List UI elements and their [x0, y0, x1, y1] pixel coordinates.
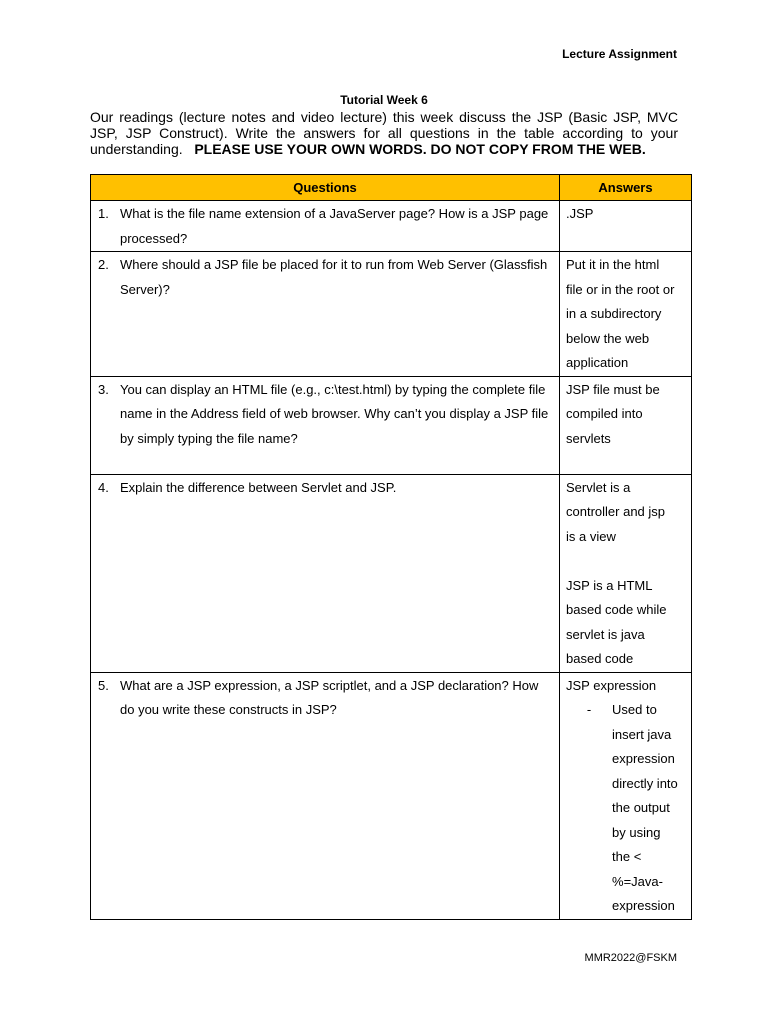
answer-line: Put it in the html [566, 257, 660, 272]
answer-line: Servlet is a [566, 479, 631, 495]
answer-line: file or in the root or [566, 281, 675, 297]
answer-line: below the web [566, 330, 650, 346]
question-number: 3. [98, 381, 109, 397]
answer-line: the < [612, 849, 642, 864]
intro-paragraph [90, 109, 678, 157]
answer-line: compiled into [566, 406, 643, 421]
table-row [91, 672, 692, 919]
intro-emphasis: PLEASE USE YOUR OWN WORDS. DO NOT COPY FROM THE WEB. [194, 141, 646, 157]
question-text: What are a JSP expression, a JSP scriptlet, and a JSP declaration? How do you write these constructs in JSP? [120, 677, 539, 717]
answer-line: expression [612, 751, 675, 766]
question-cell [91, 201, 560, 252]
answer-cell [560, 672, 692, 919]
answer-line: .JSP [566, 206, 594, 221]
answer-line: servlets [566, 430, 611, 446]
footer-label: MMR2022@FSKM [584, 952, 677, 964]
answer-line: in a subdirectory [566, 306, 662, 321]
table-header-row [91, 175, 692, 201]
answer-line: insert java [612, 726, 672, 742]
answer-cell [560, 201, 692, 252]
table-row [91, 376, 692, 474]
answers-header: Answers [560, 175, 692, 201]
answer-line: controller and jsp [566, 504, 666, 519]
answer-line: based code [566, 651, 634, 666]
table-row [91, 252, 692, 377]
answer-line: the output [612, 800, 670, 815]
questions-header: Questions [91, 175, 560, 201]
question-text: Where should a JSP file be placed for it to run from Web Server (Glassfish Server)? [120, 257, 548, 297]
question-text: Explain the difference between Servlet and JSP. [120, 479, 397, 495]
table-row [91, 201, 692, 252]
answer-line: JSP is a HTML [566, 577, 653, 593]
question-number: 1. [98, 206, 109, 221]
question-text: You can display an HTML file (e.g., c:\test.html) by typing the complete file name in the Address field of web browser. Why can’t you display a JSP file by simply typing the file name? [120, 381, 549, 446]
answer-line: is a view [566, 528, 616, 544]
qa-table [90, 174, 692, 920]
intro-text: Our readings (lecture notes and video lecture) this week discuss the JSP (Basic JSP, MVC JSP, JSP Construct). Write the answers for all questions in the table according to your understanding. [90, 109, 678, 157]
bullet-text [612, 698, 687, 919]
answer-line: based code while [566, 602, 667, 617]
question-number: 4. [98, 479, 109, 495]
question-number: 2. [98, 257, 109, 272]
answer-cell [560, 474, 692, 672]
page-title: Tutorial Week 6 [340, 93, 428, 107]
answer-line: JSP file must be [566, 381, 660, 397]
answer-line: %=Java- [612, 873, 663, 889]
question-number: 5. [98, 677, 109, 693]
answer-cell [560, 252, 692, 377]
question-cell [91, 672, 560, 919]
answer-line: Used to [612, 702, 657, 717]
bullet-dash: - [586, 702, 592, 717]
answer-bullet [566, 698, 687, 919]
answer-cell [560, 376, 692, 474]
question-cell [91, 376, 560, 474]
question-cell [91, 474, 560, 672]
table-row [91, 474, 692, 672]
answer-line: by using [612, 824, 661, 840]
answer-line: directly into [612, 775, 678, 791]
answer-line: JSP expression [566, 677, 657, 693]
document-header-label: Lecture Assignment [562, 47, 677, 61]
question-text: What is the file name extension of a JavaServer page? How is a JSP page processed? [120, 206, 549, 246]
answer-spacer [566, 549, 687, 574]
answer-line: servlet is java [566, 626, 645, 642]
answer-line: expression [612, 898, 675, 913]
question-cell [91, 252, 560, 377]
answer-line: application [566, 355, 629, 370]
